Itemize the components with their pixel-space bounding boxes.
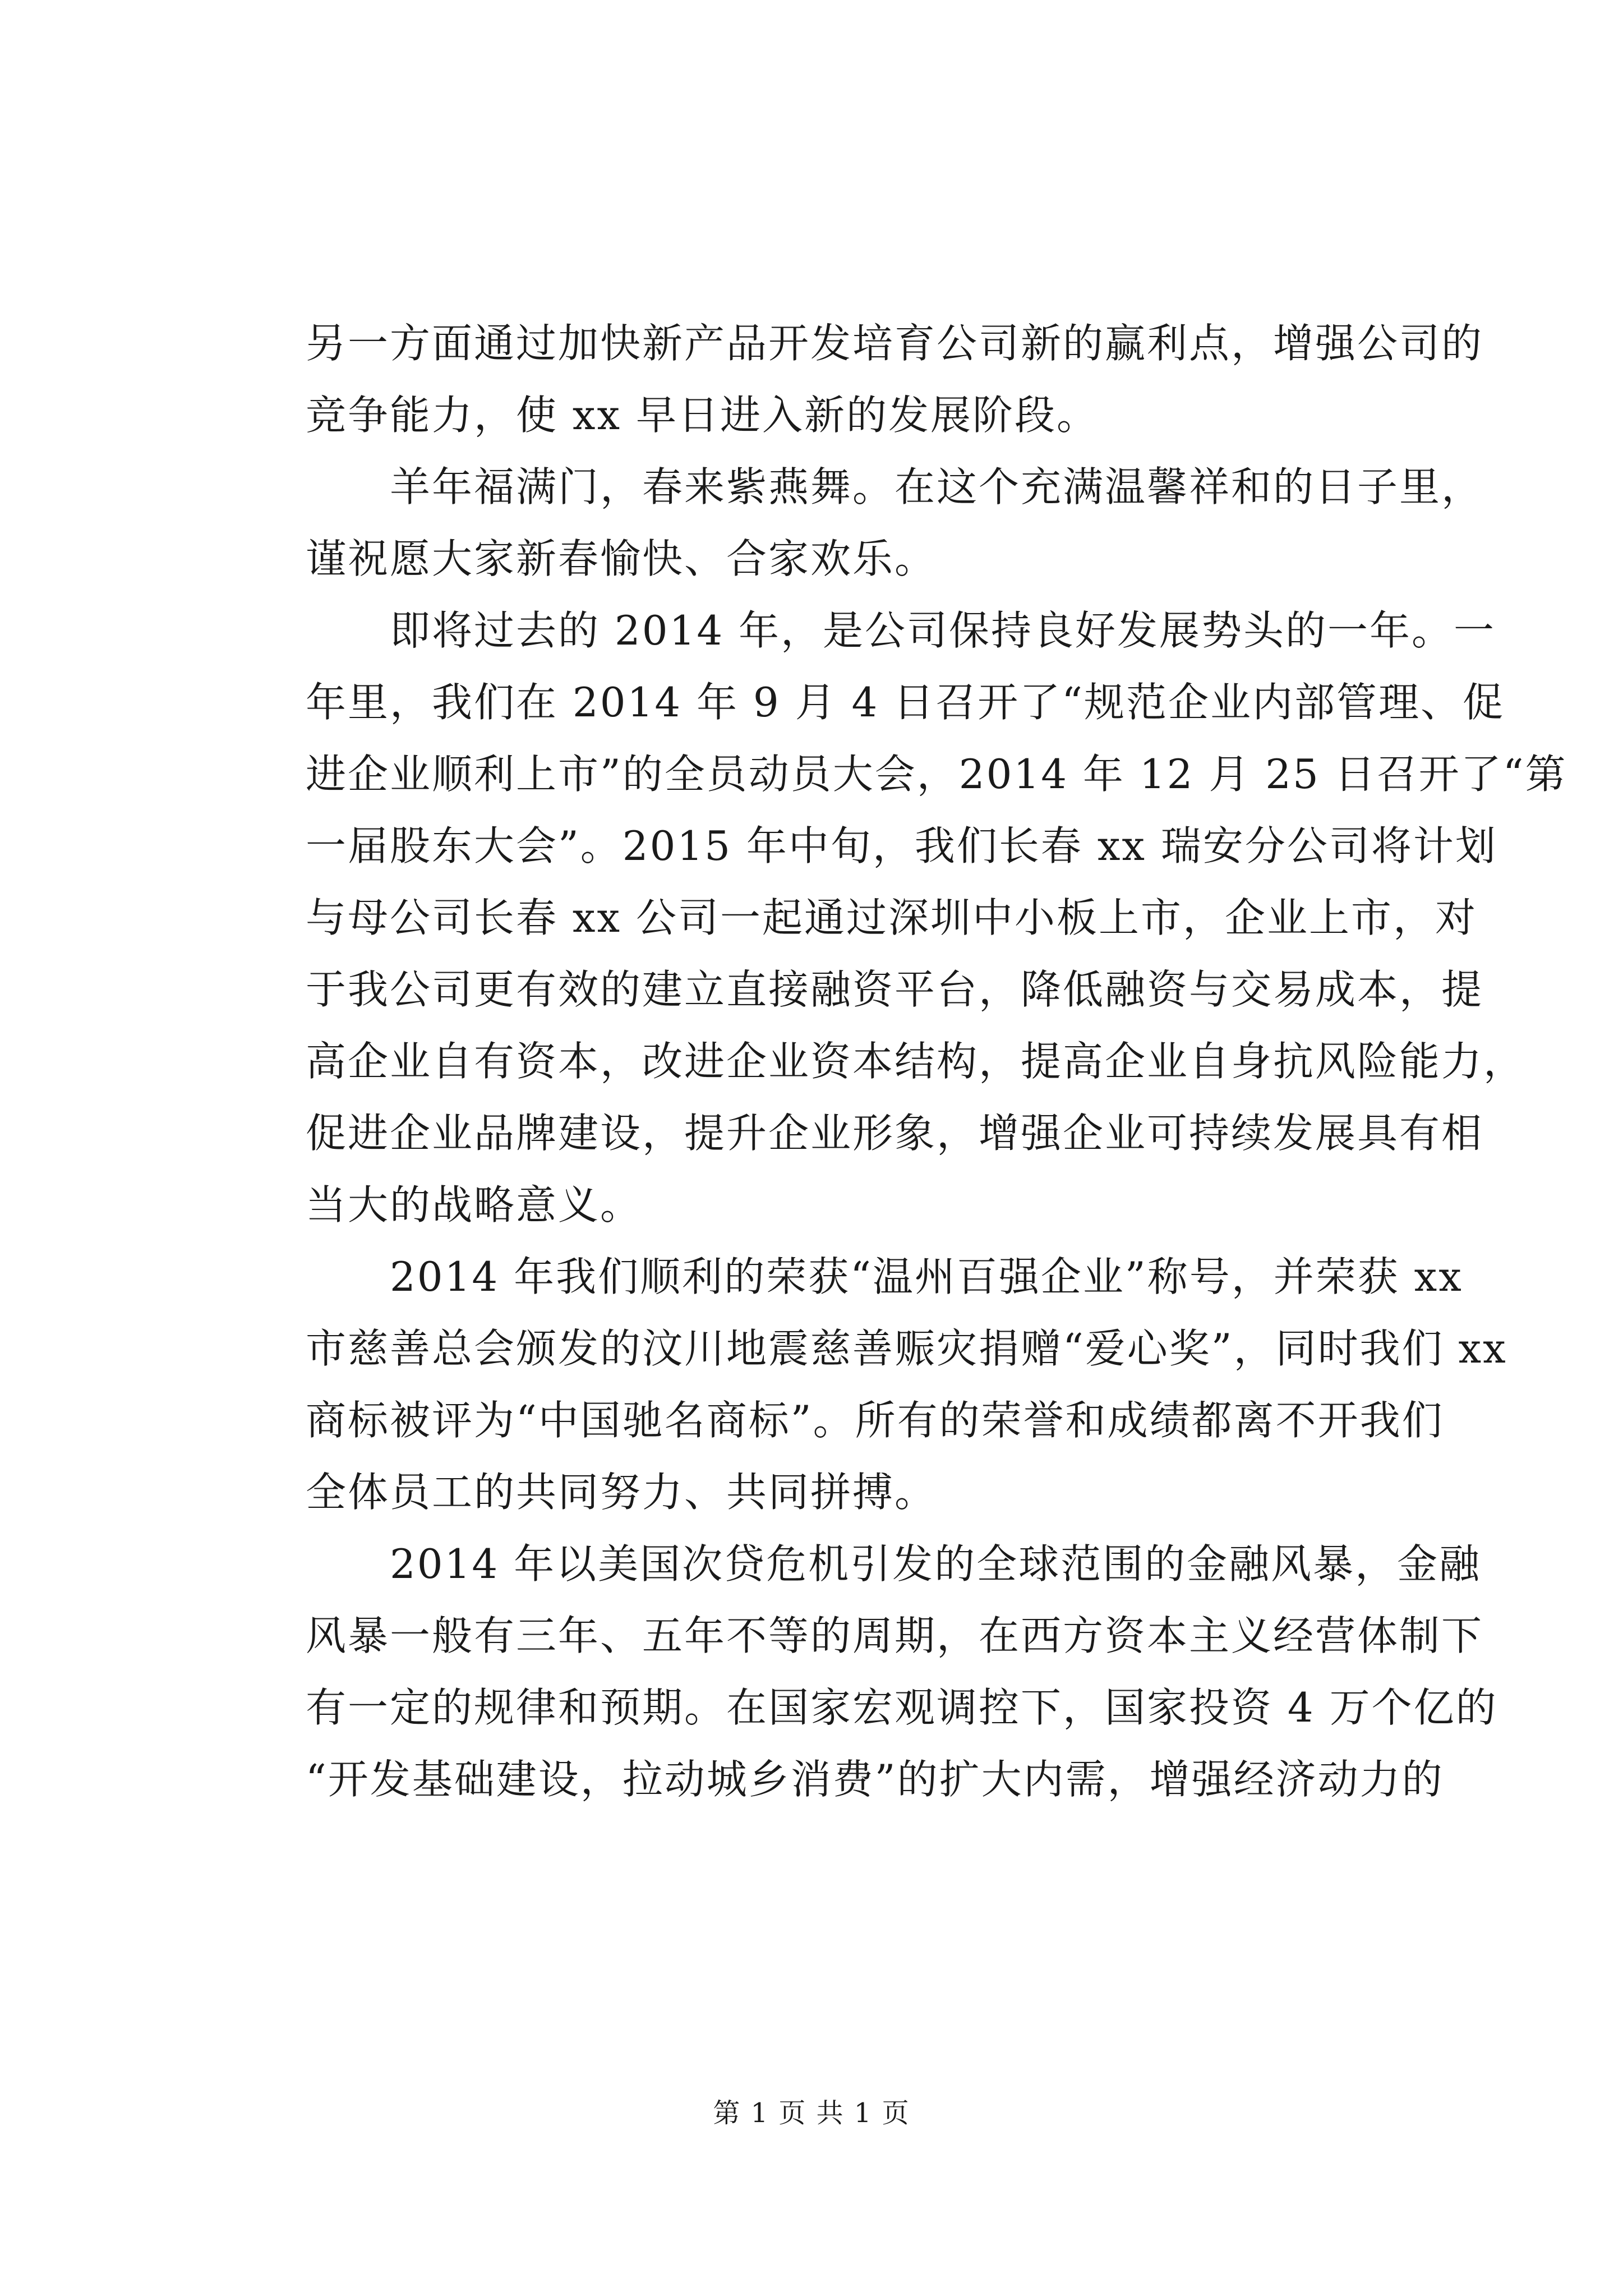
text-line: 当大的战略意义。 [306, 1181, 643, 1228]
document-body [306, 307, 1567, 1815]
text-line: “开发基础建设，拉动城乡消费”的扩大内需，增强经济动力的 [306, 1756, 1444, 1803]
text-line: 有一定的规律和预期。在国家宏观调控下，国家投资 4 万个亿的 [306, 1684, 1498, 1731]
text-line: 进企业顺利上市”的全员动员大会，2014 年 12 月 25 日召开了“第 [306, 751, 1567, 798]
text-line: 竞争能力，使 xx 早日进入新的发展阶段。 [306, 392, 1099, 439]
text-line: 另一方面通过加快新产品开发培育公司新的赢利点，增强公司的 [306, 320, 1484, 367]
page-number-label: 第 1 页 共 1 页 [713, 2097, 910, 2129]
text-line: 风暴一般有三年、五年不等的周期，在西方资本主义经营体制下 [306, 1612, 1484, 1659]
text-line: 于我公司更有效的建立直接融资平台，降低融资与交易成本，提 [306, 966, 1484, 1013]
text-line: 与母公司长春 xx 公司一起通过深圳中小板上市，企业上市，对 [306, 894, 1477, 941]
text-line: 一届股东大会”。2015 年中旬，我们长春 xx 瑞安分公司将计划 [306, 822, 1497, 869]
text-line: 促进企业品牌建设，提升企业形象，增强企业可持续发展具有相 [306, 1110, 1484, 1157]
text-line: 全体员工的共同努力、共同拼搏。 [306, 1469, 937, 1516]
text-line: 2014 年以美国次贷危机引发的全球范围的金融风暴，金融 [390, 1540, 1482, 1588]
text-line: 市慈善总会颁发的汶川地震慈善赈灾捐赠“爱心奖”，同时我们 xx [306, 1325, 1507, 1372]
text-line: 羊年福满门，春来紫燕舞。在这个充满温馨祥和的日子里， [390, 463, 1484, 510]
text-line: 2014 年我们顺利的荣获“温州百强企业”称号，并荣获 xx [390, 1253, 1463, 1300]
page-footer [0, 2095, 1623, 2131]
text-line: 谨祝愿大家新春愉快、合家欢乐。 [306, 535, 937, 582]
text-line: 商标被评为“中国驰名商标”。所有的荣誉和成绩都离不开我们 [306, 1397, 1444, 1444]
text-line: 即将过去的 2014 年，是公司保持良好发展势头的一年。一 [390, 607, 1496, 654]
text-line: 高企业自有资本，改进企业资本结构，提高企业自身抗风险能力， [306, 1038, 1526, 1085]
text-line: 年里，我们在 2014 年 9 月 4 日召开了“规范企业内部管理、促 [306, 679, 1505, 726]
